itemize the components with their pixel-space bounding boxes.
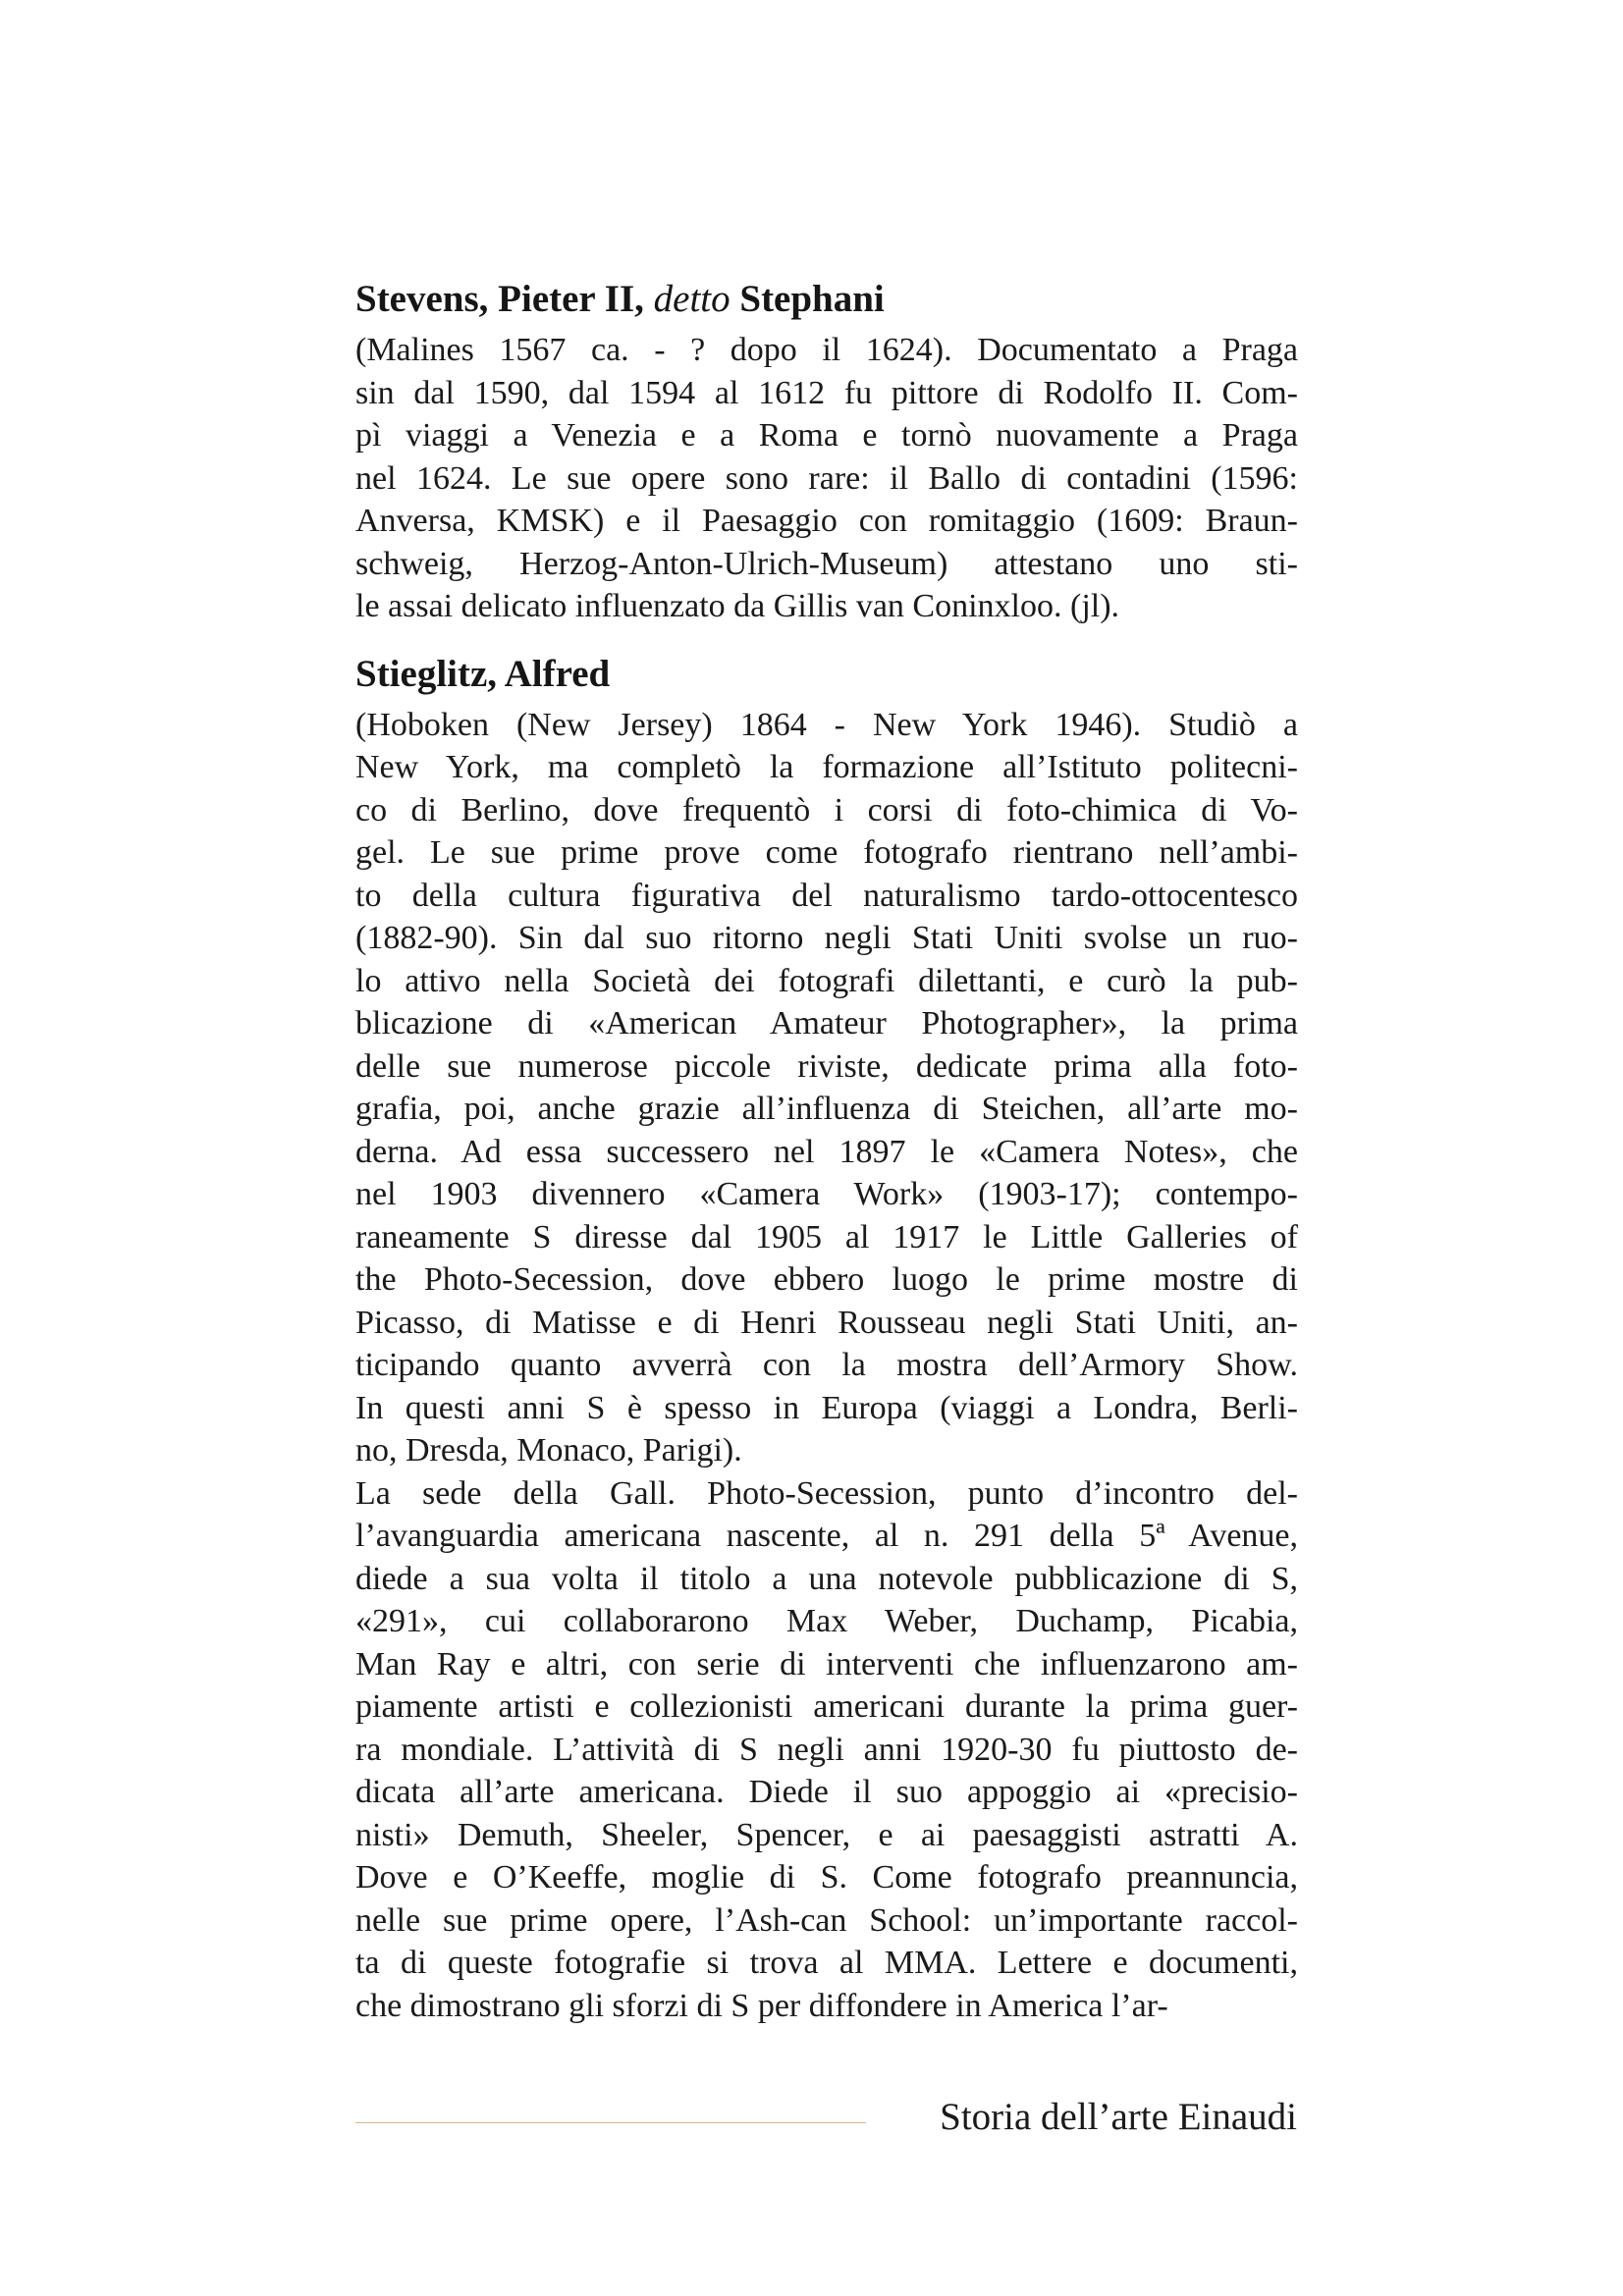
body-line: Man Ray e altri, con serie di interventi che influenzarono am- xyxy=(355,1645,1298,1682)
body-line: blicazione di «American Amateur Photographer», la prima xyxy=(355,1005,1298,1041)
body-line: raneamente S diresse dal 1905 al 1917 le Little Galleries of xyxy=(355,1218,1298,1255)
entry-heading-name: Stevens, Pieter II, xyxy=(355,278,644,320)
body-line: nel 1624. Le sue opere sono rare: il Ballo di contadini (1596: xyxy=(355,459,1298,497)
body-line: dicata all’arte americana. Diede il suo appoggio ai «precisio- xyxy=(355,1774,1298,1810)
body-line: to della cultura figurativa del naturalismo tardo-ottocentesco xyxy=(355,877,1298,914)
body-line: Dove e O’Keeffe, moglie di S. Come fotografo preannuncia, xyxy=(355,1859,1298,1896)
body-line: Anversa, KMSK) e il Paesaggio con romitaggio (1609: Braun- xyxy=(355,503,1298,539)
body-line: In questi anni S è spesso in Europa (viaggi a Londra, Berli- xyxy=(355,1389,1298,1426)
body-line: (1882-90). Sin dal suo ritorno negli Stati Uniti svolse un ruo- xyxy=(355,920,1298,956)
body-line: l’avanguardia americana nascente, al n. 291 della 5ª Avenue, xyxy=(355,1518,1298,1554)
body-line: piamente artisti e collezionisti americani durante la prima guer- xyxy=(355,1688,1298,1725)
body-line: (Hoboken (New Jersey) 1864 - New York 1946). Studiò a xyxy=(355,706,1298,743)
entry-body xyxy=(355,329,1298,628)
entry-heading xyxy=(355,652,1298,696)
body-line: lo attivo nella Società dei fotografi dilettanti, e curò la pub- xyxy=(355,962,1298,999)
entry-stieglitz xyxy=(355,652,1298,2028)
body-line: schweig, Herzog-Anton-Ulrich-Museum) attestano uno sti- xyxy=(355,545,1298,582)
entry-heading-alias: Stephani xyxy=(739,278,885,320)
entry-body xyxy=(355,704,1298,2028)
body-line: derna. Ad essa successero nel 1897 le «Camera Notes», che xyxy=(355,1133,1298,1170)
body-line: co di Berlino, dove frequentò i corsi di foto-chimica di Vo- xyxy=(355,791,1298,828)
entry-heading-detto: detto xyxy=(653,278,730,320)
document-content xyxy=(355,277,1298,2027)
body-line: no, Dresda, Monaco, Parigi). xyxy=(355,1432,742,1468)
entry-stevens xyxy=(355,277,1298,628)
body-line: che dimostrano gli sforzi di S per diffondere in America l’ar- xyxy=(355,1987,1168,2024)
body-line: nisti» Demuth, Sheeler, Spencer, e ai paesaggisti astratti A. xyxy=(355,1816,1298,1853)
body-line: ra mondiale. L’attività di S negli anni 1920-30 fu piuttosto de- xyxy=(355,1731,1298,1768)
body-line: La sede della Gall. Photo-Secession, punto d’incontro del- xyxy=(355,1474,1298,1512)
body-line: diede a sua volta il titolo a una notevole pubblicazione di S, xyxy=(355,1560,1298,1597)
body-line: gel. Le sue prime prove come fotografo rientrano nell’ambi- xyxy=(355,834,1298,871)
body-line: Picasso, di Matisse e di Henri Rousseau negli Stati Uniti, an- xyxy=(355,1304,1298,1341)
body-line: le assai delicato influenzato da Gillis van Coninxloo. (jl). xyxy=(355,588,1120,624)
body-line: (Malines 1567 ca. - ? dopo il 1624). Documentato a Praga xyxy=(355,332,1298,368)
footer-title: Storia dell’arte Einaudi xyxy=(940,2096,1297,2138)
body-line: delle sue numerose piccole riviste, dedicate prima alla foto- xyxy=(355,1047,1298,1085)
footer-rule xyxy=(355,2122,866,2123)
body-line: ticipando quanto avverrà con la mostra dell’Armory Show. xyxy=(355,1347,1298,1383)
body-line: nelle sue prime opere, l’Ash-can School: un’importante raccol- xyxy=(355,1901,1298,1939)
body-line: pì viaggi a Venezia e a Roma e tornò nuovamente a Praga xyxy=(355,417,1298,454)
body-line: sin dal 1590, dal 1594 al 1612 fu pittore di Rodolfo II. Com- xyxy=(355,374,1298,411)
body-line: New York, ma completò la formazione all’Istituto politecni- xyxy=(355,749,1298,785)
body-line: the Photo-Secession, dove ebbero luogo le prime mostre di xyxy=(355,1261,1298,1298)
body-line: nel 1903 divennero «Camera Work» (1903-17); contempo- xyxy=(355,1176,1298,1212)
entry-heading-name: Stieglitz, Alfred xyxy=(355,652,611,695)
body-line: grafia, poi, anche grazie all’influenza di Steichen, all’arte mo- xyxy=(355,1091,1298,1127)
body-line: ta di queste fotografie si trova al MMA. Lettere e documenti, xyxy=(355,1945,1298,1981)
body-line: «291», cui collaborarono Max Weber, Duchamp, Picabia, xyxy=(355,1603,1298,1639)
entry-heading xyxy=(355,277,1298,321)
